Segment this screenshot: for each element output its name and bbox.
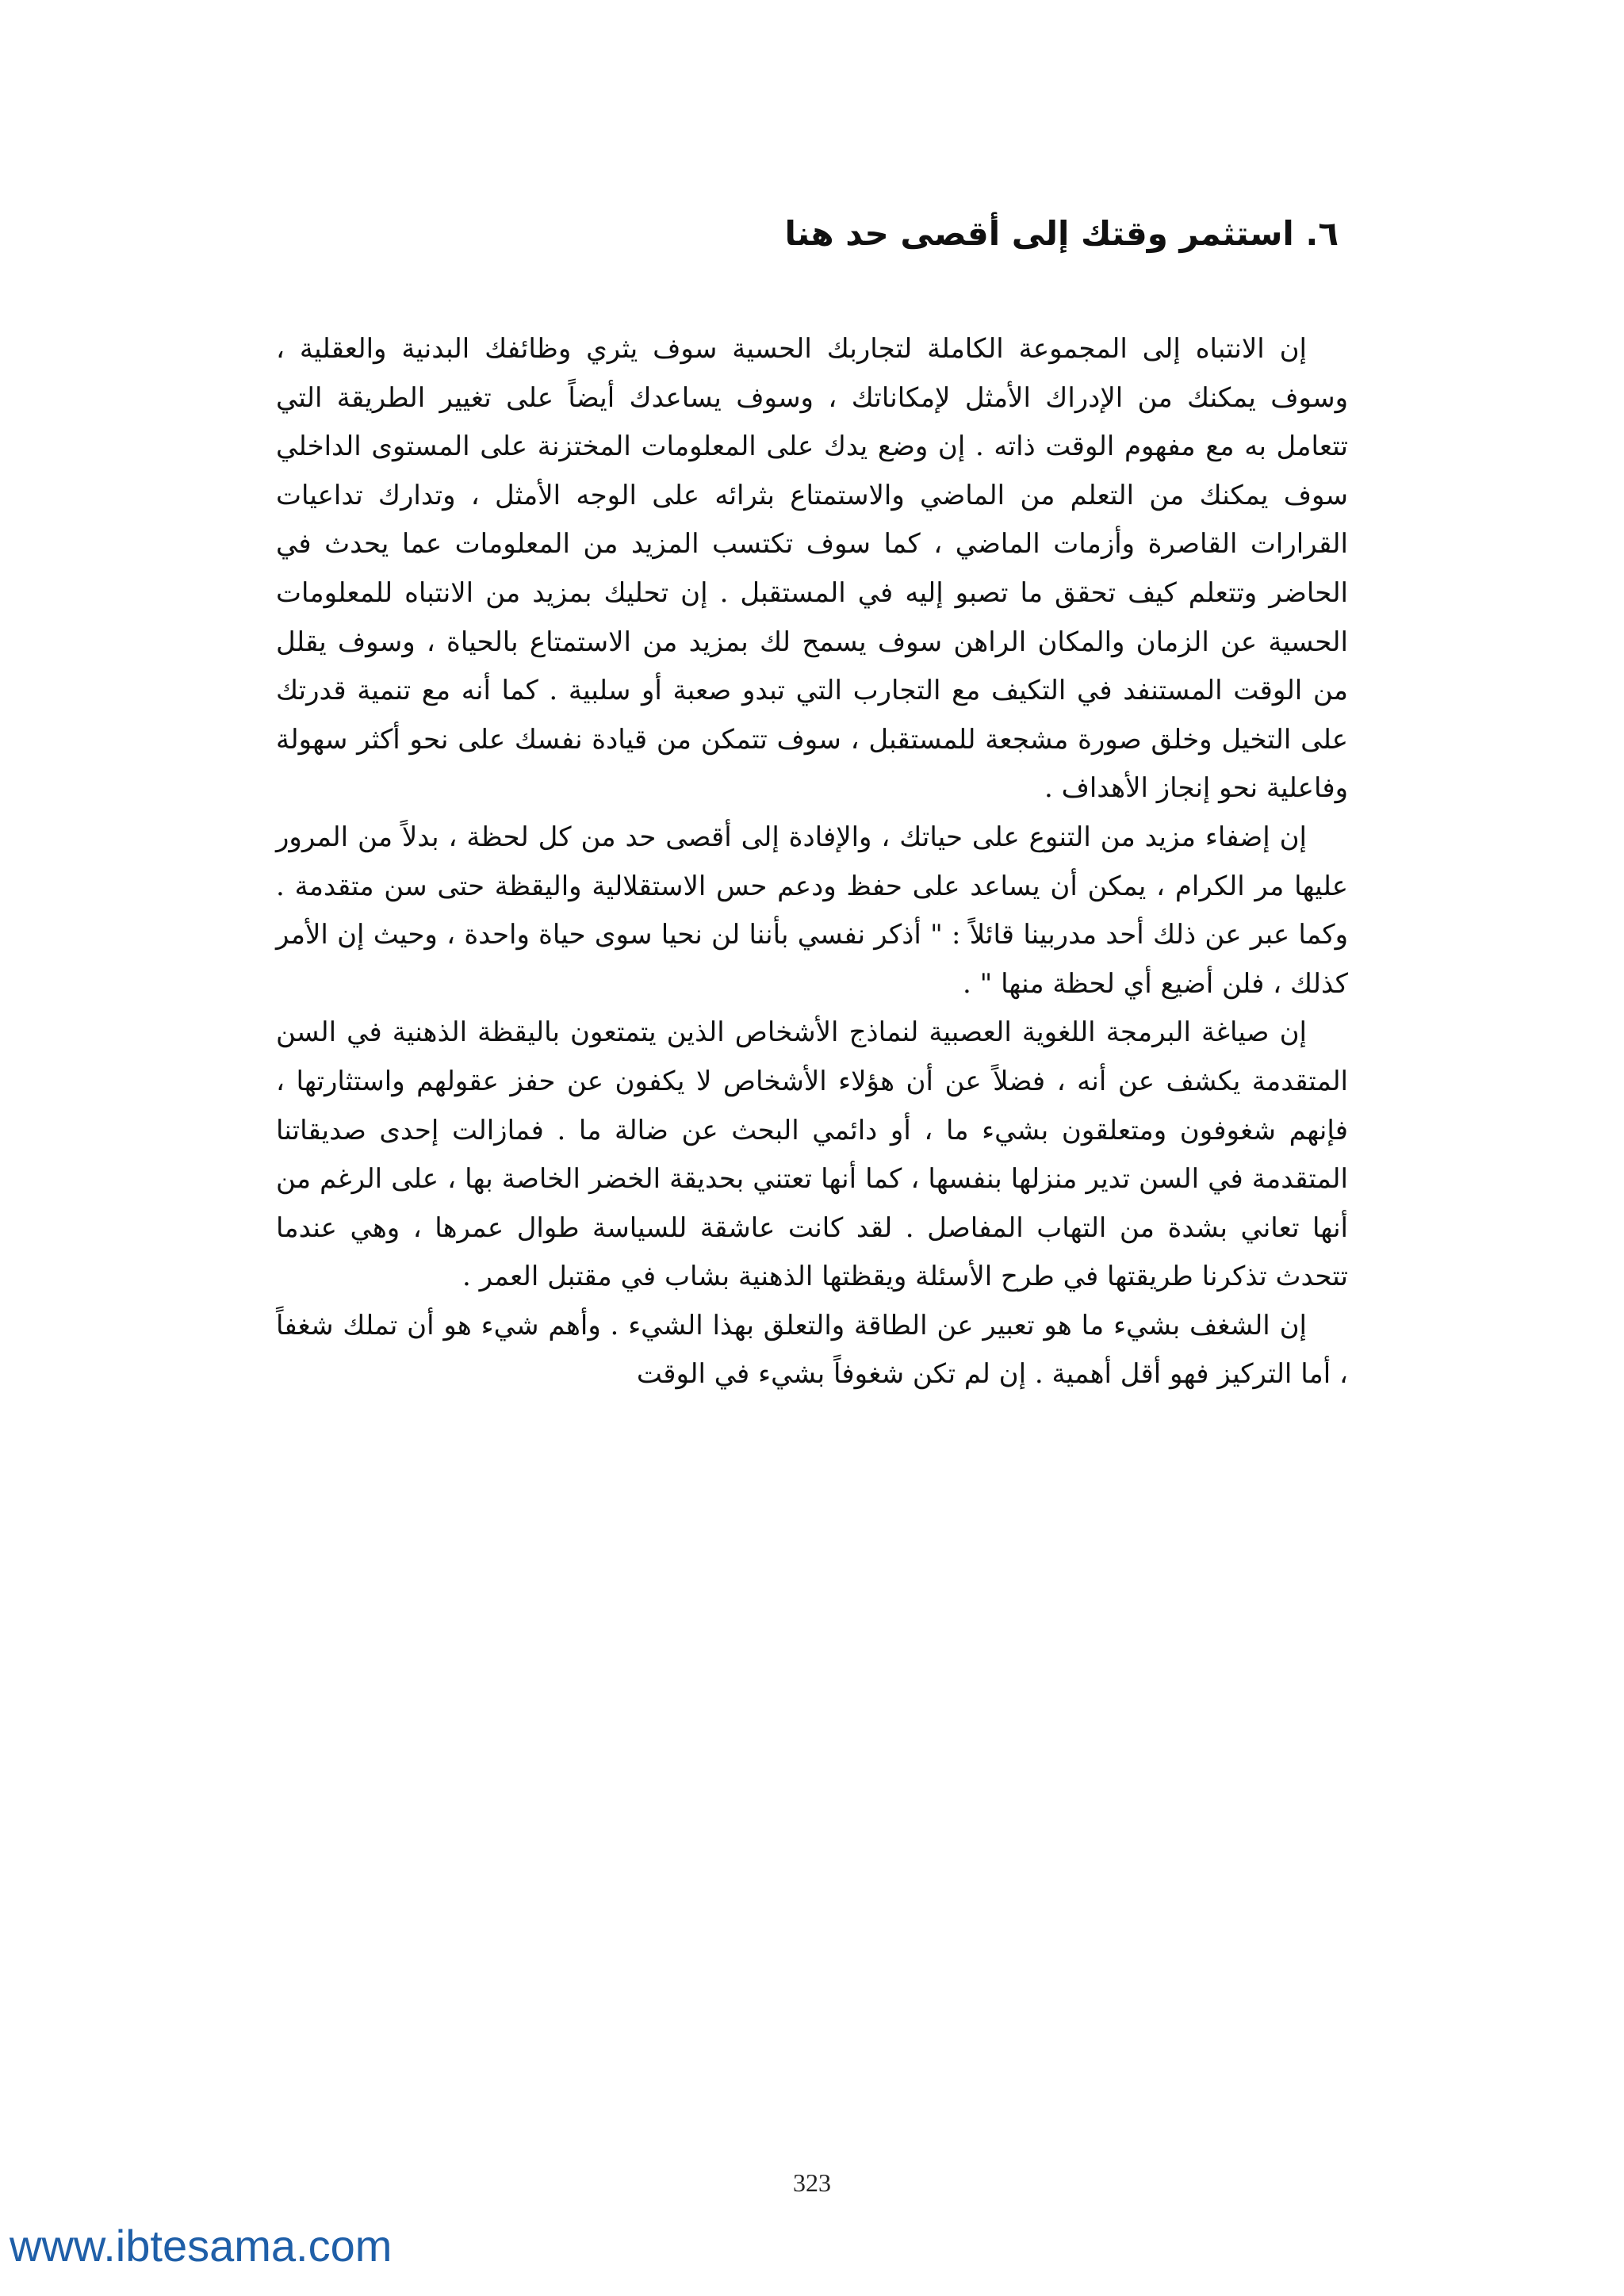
- page-number: 323: [793, 2168, 831, 2197]
- body-text: [276, 325, 1348, 1399]
- paragraph: إن الانتباه إلى المجموعة الكاملة لتجاربك الحسية سوف يثري وظائفك البدنية والعقلية ، وسوف يمكنك من الإدراك الأمثل لإمكاناتك ، وسوف يساعدك أيضاً على تغيير الطريقة التي تتعامل به مع مفهوم الوقت ذاته . إن وضع يدك على المعلومات المختزنة على المستوى الداخلي سوف يمكنك من التعلم من الماضي والاستمتاع بثرائه على الوجه الأمثل ، وتدارك تداعيات القرارات القاصرة وأزمات الماضي ، كما سوف تكتسب المزيد من المعلومات عما يحدث في الحاضر وتتعلم كيف تحقق ما تصبو إليه في المستقبل . إن تحليك بمزيد من الانتباه للمعلومات الحسية عن الزمان والمكان الراهن سوف يسمح لك بمزيد من الاستمتاع بالحياة ، وسوف يقلل من الوقت المستنفد في التكيف مع التجارب التي تبدو صعبة أو سلبية . كما أنه مع تنمية قدرتك على التخيل وخلق صورة مشجعة للمستقبل ، سوف تتمكن من قيادة نفسك على نحو أكثر سهولة وفاعلية نحو إنجاز الأهداف .: [276, 333, 1348, 805]
- paragraph: إن الشغف بشيء ما هو تعبير عن الطاقة والتعلق بهذا الشيء . وأهم شيء هو أن تملك شغفاً ، أما التركيز فهو أقل أهمية . إن لم تكن شغوفاً بشيء في الوقت: [276, 1309, 1348, 1391]
- watermark-url: www.ibtesama.com: [10, 2221, 393, 2271]
- paragraph: إن صياغة البرمجة اللغوية العصبية لنماذج الأشخاص الذين يتمتعون باليقظة الذهنية في السن المتقدمة يكشف عن أنه ، فضلاً عن أن هؤلاء الأشخاص لا يكفون عن حفز عقولهم واستثارتها ، فإنهم شغوفون ومتعلقون بشيء ما ، أو دائمي البحث عن ضالة ما . فمازالت إحدى صديقاتنا المتقدمة في السن تدير منزلها بنفسها ، كما أنها تعتني بحديقة الخضر الخاصة بها ، على الرغم من أنها تعاني بشدة من التهاب المفاصل . لقد كانت عاشقة للسياسة طوال عمرها ، وهي عندما تتحدث تذكرنا طريقتها في طرح الأسئلة ويقظتها الذهنية بشاب في مقتبل العمر .: [276, 1016, 1348, 1293]
- paragraph: إن إضفاء مزيد من التنوع على حياتك ، والإفادة إلى أقصى حد من كل لحظة ، بدلاً من المرور عليها مر الكرام ، يمكن أن يساعد على حفظ ودعم حس الاستقلالية واليقظة حتى سن متقدمة . وكما عبر عن ذلك أحد مدربينا قائلاً : " أذكر نفسي بأننا لن نحيا سوى حياة واحدة ، وحيث إن الأمر كذلك ، فلن أضيع أي لحظة منها " .: [276, 821, 1348, 1000]
- section-heading: ٦. استثمر وقتك إلى أقصى حد هنا: [784, 214, 1339, 253]
